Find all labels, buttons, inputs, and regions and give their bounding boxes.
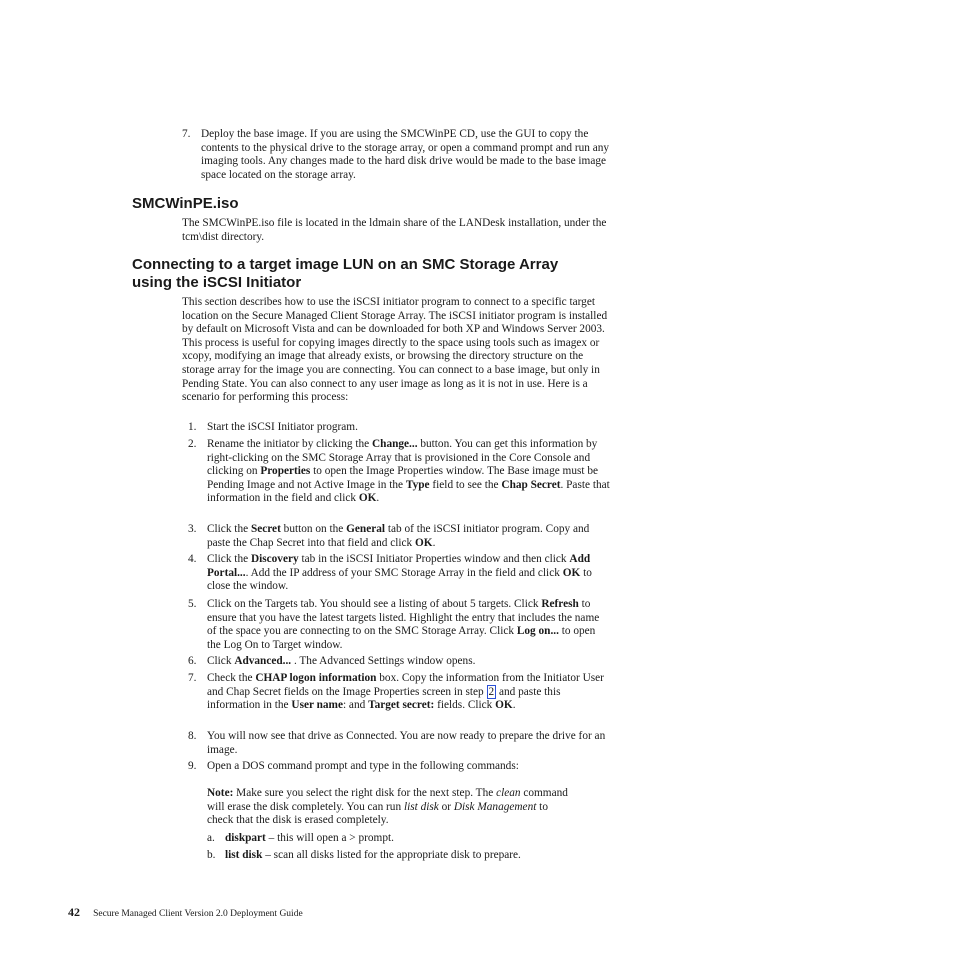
page-footer — [68, 901, 303, 920]
ui-term: Change... — [372, 438, 418, 450]
page-number: 42 — [68, 905, 80, 919]
step-text-part: Click the — [207, 553, 251, 565]
note-emphasis: list disk — [403, 800, 439, 813]
step-text-part: Click on the Targets tab. You should see a listing of about 5 targets. Click — [207, 598, 542, 610]
step-text-part: : and — [342, 699, 369, 712]
note — [207, 787, 575, 828]
step-number: 3. — [188, 523, 197, 535]
section-heading-smcwinpe: SMCWinPE.iso — [132, 195, 239, 212]
step-text — [207, 438, 610, 506]
step-number: 9. — [188, 760, 197, 772]
step-number: 5. — [188, 598, 197, 610]
step-number: 7. — [182, 128, 191, 140]
substep-text — [225, 849, 610, 863]
step-number: 7. — [188, 672, 197, 684]
ui-term: OK — [414, 536, 433, 549]
ui-term: User name — [291, 699, 343, 712]
step-text-part: tab in the iSCSI Initiator Properties window and then click — [298, 553, 570, 565]
section-heading-line-2: using the iSCSI Initiator — [132, 274, 302, 291]
ui-term: Log on... — [516, 625, 559, 638]
ui-term: Secret — [250, 523, 281, 535]
step-text-part: button. You can get this information by right-clicking on the SMC Storage Array that is provisioned in the Core Console and clicking on — [207, 438, 598, 478]
section-heading-iscsi — [132, 256, 612, 292]
step-text-part: . Add the IP address of your SMC Storage Array in the field and click — [245, 566, 563, 579]
ui-term: OK — [358, 492, 377, 505]
step-text-part: You will now see that drive as Connected. You are now ready to prepare the drive for an image. — [207, 730, 606, 756]
ui-term: CHAP logon information — [255, 672, 377, 684]
step-number: 4. — [188, 553, 197, 565]
ui-term: Add Portal... — [207, 553, 591, 579]
step-text-part: . — [432, 536, 436, 549]
step-text — [207, 421, 610, 435]
command-term: diskpart — [225, 832, 266, 844]
command-term: list disk — [225, 849, 263, 861]
step-text-part: to open the Log On to Target window. — [207, 625, 596, 651]
note-emphasis: clean — [496, 787, 521, 799]
step-text — [207, 760, 610, 774]
step-text — [207, 598, 610, 652]
substep-text — [225, 832, 610, 846]
step-number: 6. — [188, 655, 197, 667]
step-text-part: Click the — [207, 523, 251, 535]
substep-letter: a. — [207, 832, 215, 844]
note-text-part: to check that the disk is erased completely. — [207, 800, 548, 827]
step-text-part: tab of the iSCSI initiator program. Copy and paste the Chap Secret into that field and click — [207, 523, 590, 549]
step-number: 8. — [188, 730, 197, 742]
step-text-part: Rename the initiator by clicking the — [207, 438, 373, 450]
step-text-part: to close the window. — [207, 566, 592, 593]
ui-term: Chap Secret — [501, 478, 561, 491]
ui-term: OK — [562, 566, 581, 579]
step-text-part: box. Copy the information from the Initiator User and Chap Secret fields on the Image Properties screen in step — [207, 672, 604, 698]
ui-term: Type — [405, 478, 430, 491]
step-text-part: and paste this information in the — [207, 685, 561, 712]
step-number: 2. — [188, 438, 197, 450]
ui-term: OK — [495, 699, 513, 712]
section1-paragraph: The SMCWinPE.iso file is located in the ldmain share of the LANDesk installation, under the tcm\dist directory. — [182, 217, 607, 243]
substep-text-part: – scan all disks listed for the appropriate disk to prepare. — [262, 849, 521, 861]
ui-term: General — [346, 523, 386, 535]
step-text-part: to open the Image Properties window. The Base image must be Pending Image and not Active Image in the — [207, 465, 599, 491]
step-text — [207, 523, 610, 550]
step-text-part: Click — [207, 655, 235, 667]
step-text-part: . The Advanced Settings window opens. — [291, 655, 476, 667]
ui-term: Target secret: — [368, 699, 435, 712]
step-text-part: . — [512, 699, 516, 712]
ui-term: Refresh — [541, 598, 579, 610]
note-emphasis: Disk Management — [453, 800, 537, 813]
step-text — [207, 655, 610, 669]
step-text-part: Check the — [207, 672, 256, 684]
step-text — [207, 730, 610, 757]
section2-intro: This section describes how to use the iSCSI initiator program to connect to a specific target location on the Secure Managed Client Storage Array. The iSCSI initiator program is installed by default on Microsoft Vista and can be downloaded for both XP and Windows Server 2003. This process is useful for copying images directly to the space using tools such as imagex or xcopy, modifying an image that already exists, or browsing the directory structure on the storage array for the image you are connecting. You can connect to a base image, but only in Pending State. You can also connect to any user image as long as it is not in use. Here is a scenario for performing this process: — [182, 296, 608, 404]
step-text-part: . — [376, 492, 380, 505]
step-text-part: Open a DOS command prompt and type in the following commands: — [207, 760, 519, 772]
step-text-part: button on the — [280, 523, 347, 535]
note-label: Note: — [207, 787, 234, 799]
note-text-part: or — [438, 800, 454, 813]
footer-title: Secure Managed Client Version 2.0 Deployment Guide — [93, 909, 303, 919]
step-2-link[interactable]: 2 — [488, 685, 495, 698]
step-text-part: field to see the — [429, 478, 502, 491]
step-number: 1. — [188, 421, 197, 433]
note-text-part: command will erase the disk completely. You can run — [207, 787, 568, 813]
substep-text-part: – this will open a > prompt. — [265, 832, 394, 844]
note-text-part: Make sure you select the right disk for the next step. The — [233, 787, 497, 799]
step-text — [207, 553, 610, 594]
step-text-part: . Paste that information in the field and click — [207, 478, 610, 505]
ui-term: Properties — [260, 465, 311, 478]
ui-term: Discovery — [250, 553, 299, 565]
step-text-part: Start the iSCSI Initiator program. — [207, 421, 358, 433]
step-text-part: fields. Click — [434, 699, 496, 712]
substep-letter: b. — [207, 849, 216, 861]
section-heading-line-1: Connecting to a target image LUN on an SMC Storage Array — [132, 256, 559, 273]
step-text-part: to ensure that you have the latest targets listed. Highlight the entry that includes the name of the space you are connecting to on the SMC Storage Array. Click — [207, 598, 600, 638]
step-text: Deploy the base image. If you are using the SMCWinPE CD, use the GUI to copy the contents to the physical drive to the storage array, or open a command prompt and run any imaging tools. Any changes made to the hard disk drive would be made to the base image space located on the storage array. — [201, 128, 610, 181]
step-text — [207, 672, 610, 713]
ui-term: Advanced... — [234, 655, 292, 667]
